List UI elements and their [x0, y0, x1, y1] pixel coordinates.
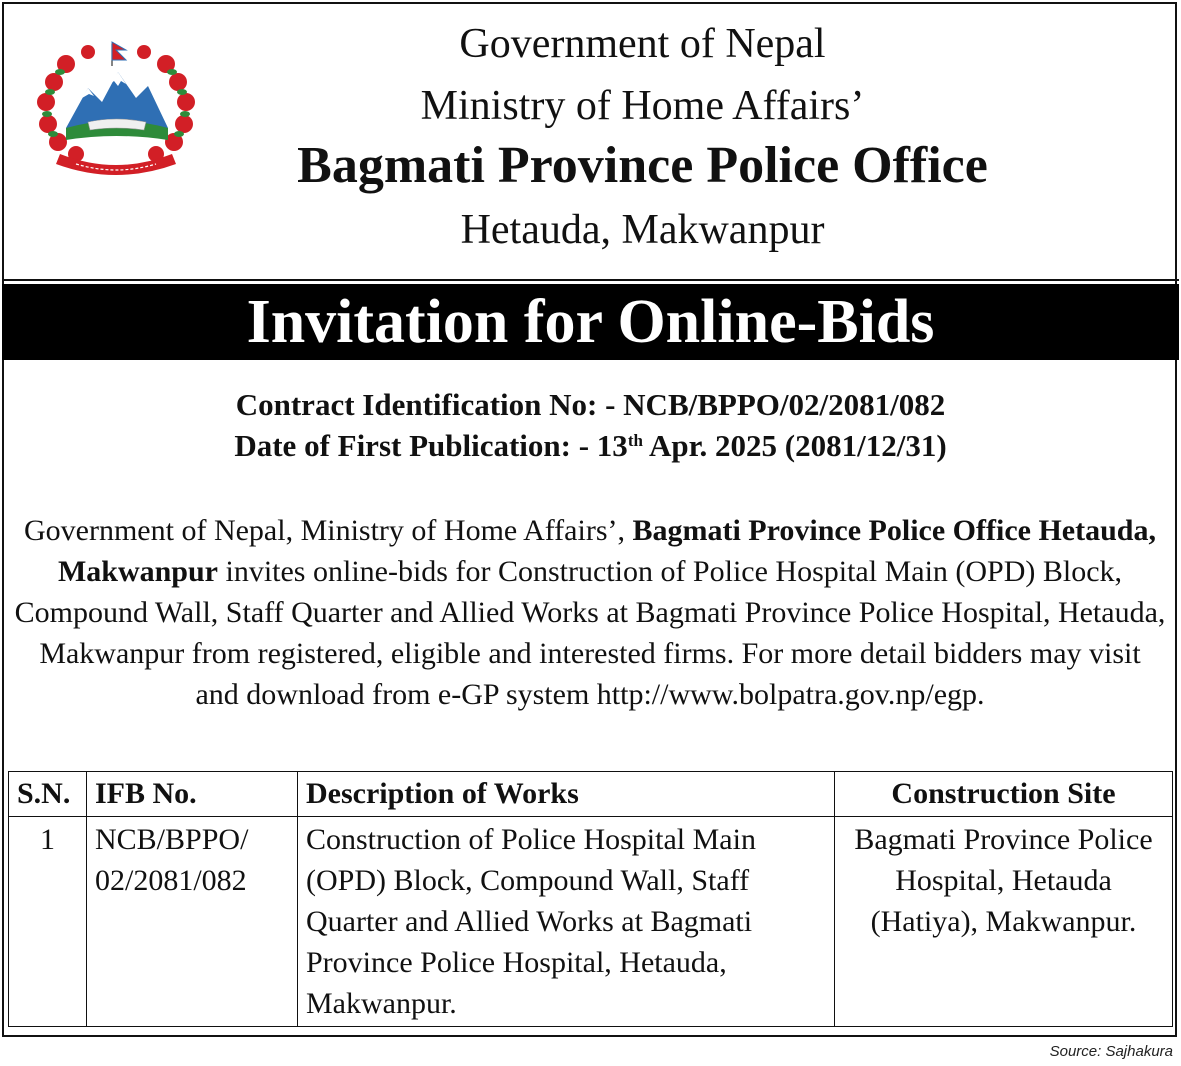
banner-title: Invitation for Online-Bids: [2, 284, 1179, 360]
source-credit: Source: Sajhakura: [1049, 1043, 1173, 1060]
publication-date: [0, 426, 1181, 466]
notice-paragraph: [14, 510, 1166, 715]
header-divider: [2, 279, 1179, 281]
notice-part1: Government of Nepal, Ministry of Home Affairs’,: [24, 514, 633, 547]
header-office: Bagmati Province Police Office: [297, 137, 988, 194]
publication-date-prefix: Date of First Publication: - 13: [234, 428, 628, 463]
table-row: [9, 817, 1173, 1027]
publication-date-sup: th: [627, 431, 643, 450]
header-ifb: IFB No.: [87, 772, 298, 817]
header-government: Government of Nepal: [459, 21, 826, 67]
notice-office-bold: Bagmati Province Police Office Hetauda, Makwanpur: [57, 514, 1156, 588]
header-site: Construction Site: [835, 772, 1173, 817]
header-location: Hetauda, Makwanpur: [460, 207, 825, 253]
header-ministry: Ministry of Home Affairs’: [420, 83, 865, 129]
publication-date-suffix: Apr. 2025 (2081/12/31): [642, 428, 947, 463]
works-table: [8, 771, 1173, 1027]
nepal-emblem-icon: [26, 36, 206, 184]
cell-site: Bagmati Province Police Hospital, Hetauda (Hatiya), Makwanpur.: [835, 817, 1173, 1027]
header-sn: S.N.: [9, 772, 87, 817]
cell-description: Construction of Police Hospital Main (OPD) Block, Compound Wall, Staff Quarter and Allied Works at Bagmati Province Police Hospital, Hetauda, Makwanpur.: [298, 817, 835, 1027]
header-description: Description of Works: [298, 772, 835, 817]
notice-part2: invites online-bids for Construction of Police Hospital Main (OPD) Block, Compound Wall, Staff Quarter and Allied Works at Bagmati Province Police Hospital, Hetauda, Makwanpur from registered, eligible and interested firms. For more detail bidders may visit and download from e-GP system http://www.bolpatra.gov.np/egp.: [14, 555, 1166, 711]
table-header-row: [9, 772, 1173, 817]
cell-ifb: NCB/BPPO/ 02/2081/082: [87, 817, 298, 1027]
contract-id: Contract Identification No: - NCB/BPPO/02/2081/082: [235, 387, 946, 422]
cell-sn: 1: [9, 817, 87, 1027]
